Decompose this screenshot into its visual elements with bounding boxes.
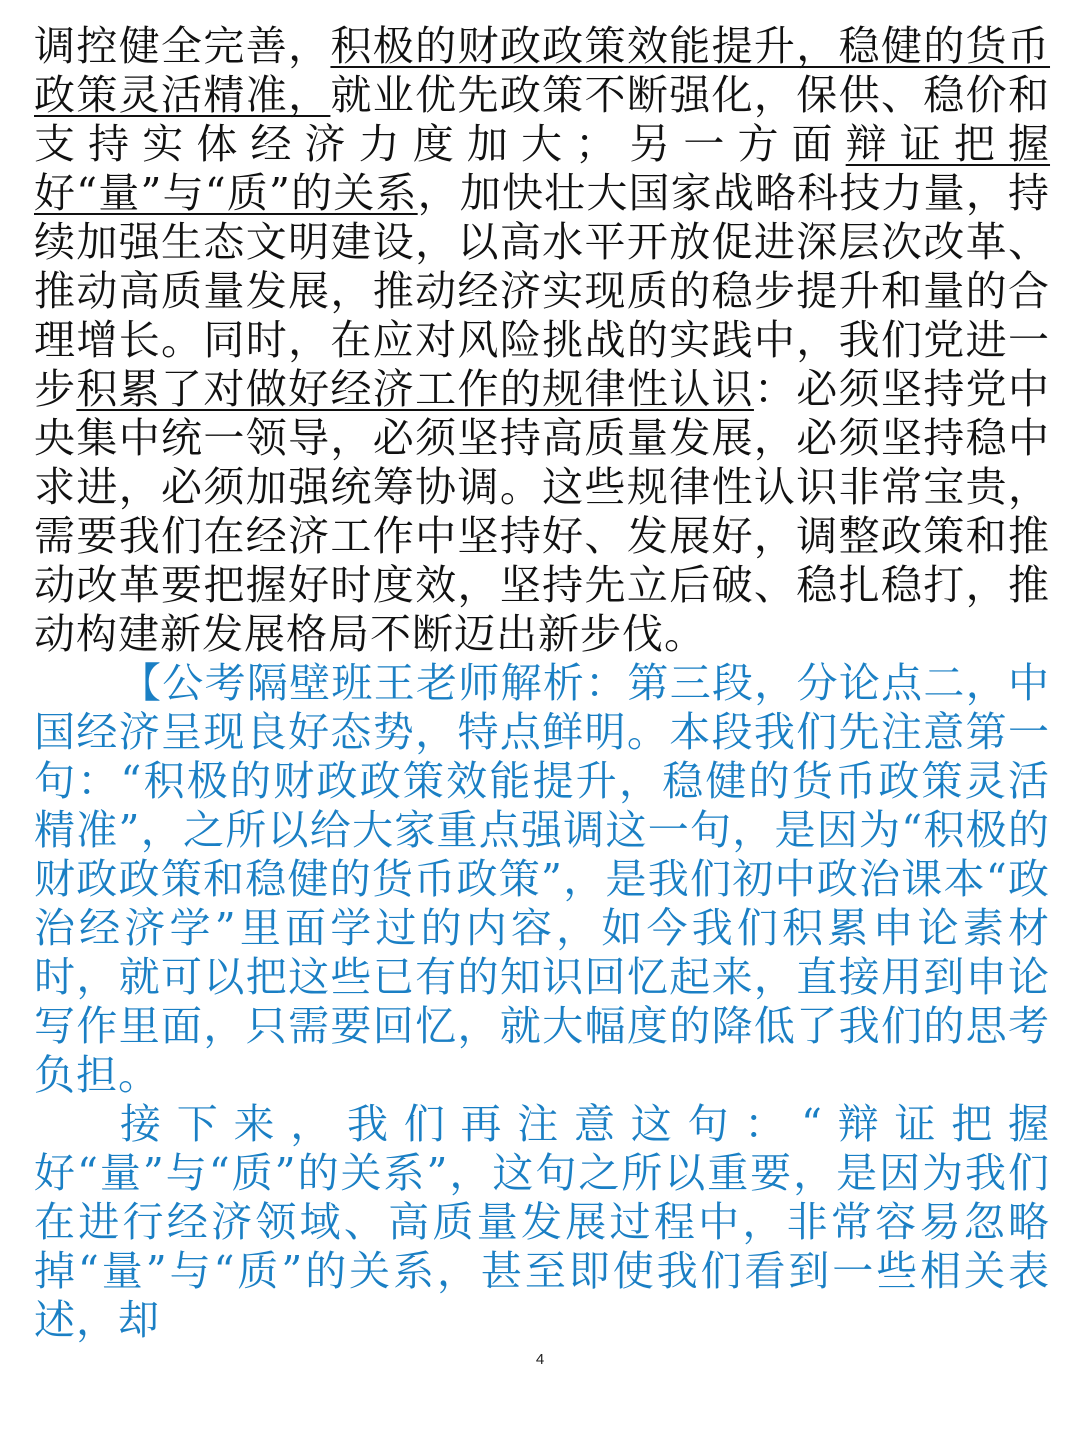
text-segment: ，加快壮大国家战略科技力量，持续加强生态文明建设，以高水平开放促进深层次改革、推动高质量发展，推动经济实现质的稳步提升和量的合理增长。同时，在应对风险挑战的实践中，我们党进一步 xyxy=(34,169,1050,413)
paragraph-analysis-2: 接下来，我们再注意这句：“辩证把握好“量”与“质”的关系”，这句之所以重要，是因为我们在进行经济领域、高质量发展过程中，非常容易忽略掉“量”与“质”的关系，甚至即使我们看到一些相关表述，却 xyxy=(34,1100,1050,1344)
text-segment: 就业优先政策不断强化，保供、稳价和支持实体经济力度加大；另一方面 xyxy=(34,71,1051,168)
page-number: 4 xyxy=(535,1351,545,1368)
paragraph-main-text xyxy=(34,22,1050,659)
text-segment: ：必须坚持党中央集中统一领导，必须坚持高质量发展，必须坚持稳中求进，必须加强统筹协调。这些规律性认识非常宝贵，需要我们在经济工作中坚持好、发展好，调整政策和推动改革要把握好时度效，坚持先立后破、稳扎稳打，推动构建新发展格局不断迈出新步伐。 xyxy=(34,365,1051,658)
text-segment: 调控健全完善， xyxy=(34,22,331,70)
underlined-phrase-regularity: 积累了对做好经济工作的规律性认识 xyxy=(76,365,754,413)
underlined-phrase-fiscal-monetary: 积极的财政政策效能提升，稳健的货币政策灵活精准， xyxy=(34,22,1051,119)
paragraph-analysis-1: 【公考隔壁班王老师解析：第三段，分论点二，中国经济呈现良好态势，特点鲜明。本段我们先注意第一句：“积极的财政政策效能提升，稳健的货币政策灵活精准”，之所以给大家重点强调这一句，是因为“积极的财政政策和稳健的货币政策”，是我们初中政治课本“政治经济学”里面学过的内容，如今我们积累申论素材时，就可以把这些已有的知识回忆起来，直接用到申论写作里面，只需要回忆，就大幅度的降低了我们的思考负担。 xyxy=(34,659,1050,1099)
page-content xyxy=(34,22,1050,1345)
underlined-phrase-quantity-quality: 辩证把握好“量”与“质”的关系 xyxy=(34,120,1051,217)
